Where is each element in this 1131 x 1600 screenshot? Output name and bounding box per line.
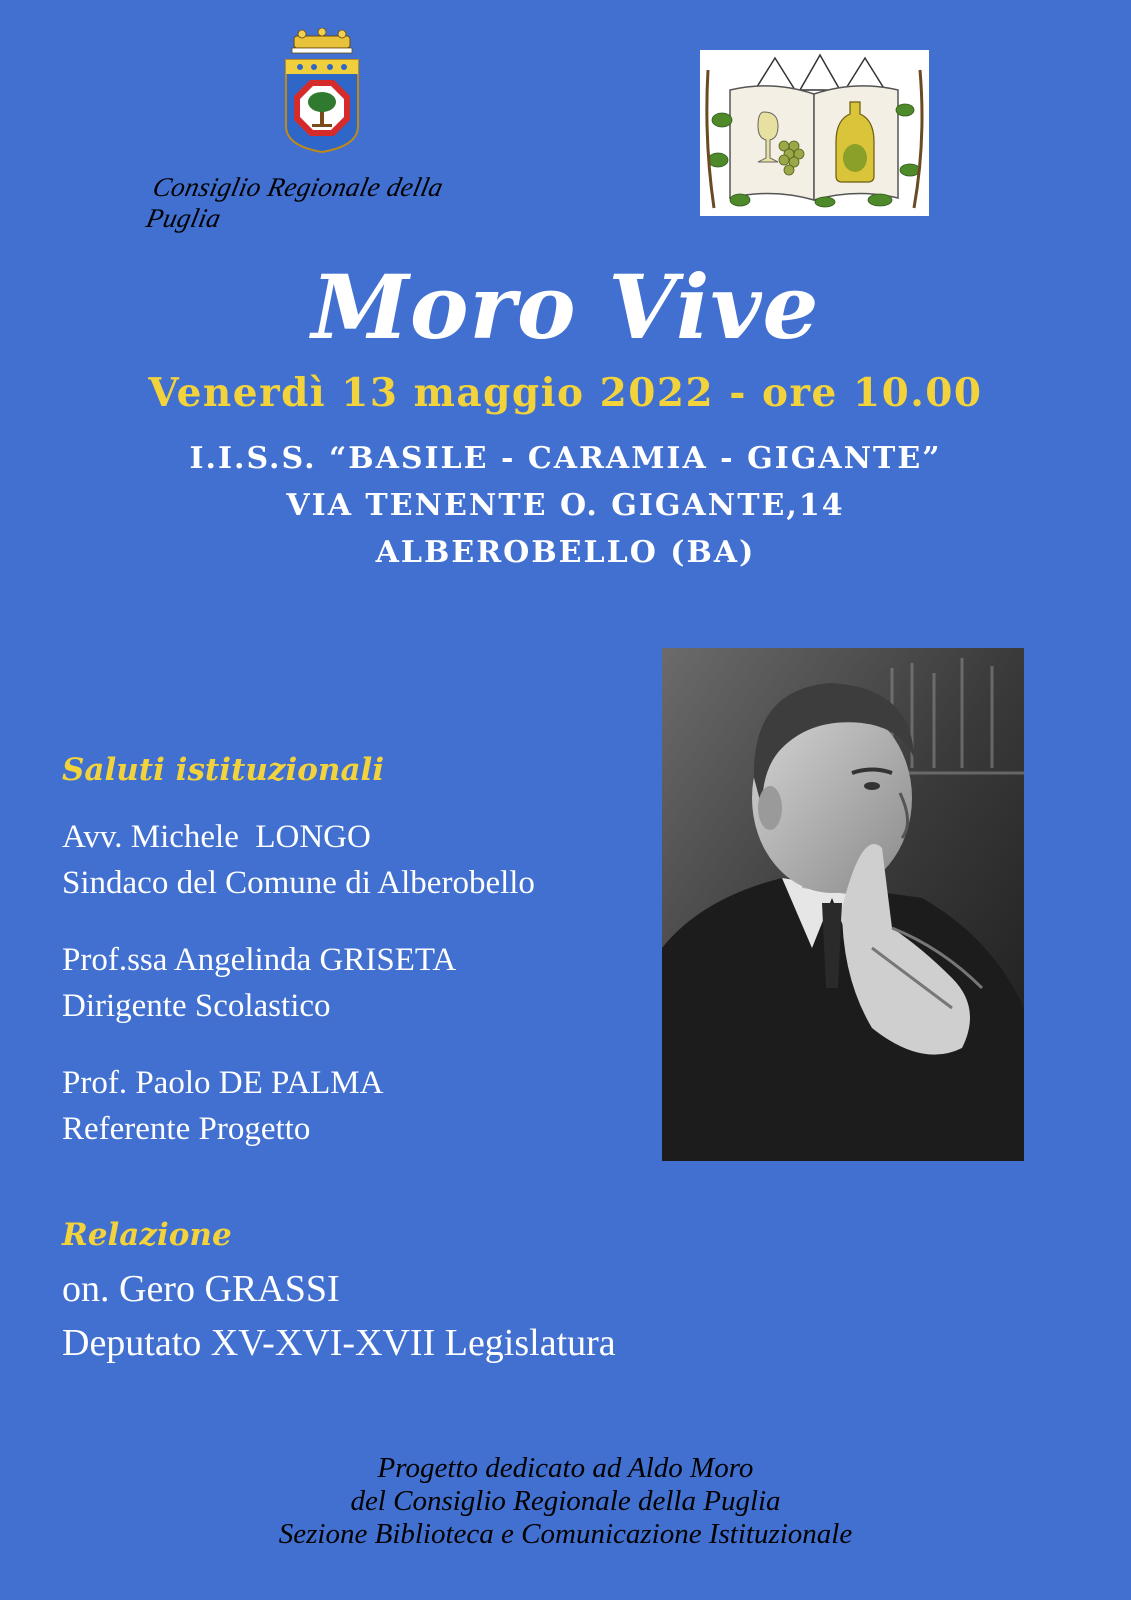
speaker-block: [62, 1060, 383, 1152]
speaker-block: [62, 937, 456, 1029]
speaker-name: Prof.ssa Angelinda GRISETA: [62, 942, 457, 978]
speaker-role: Dirigente Scolastico: [62, 988, 331, 1024]
speaker-role: Referente Progetto: [62, 1111, 311, 1147]
council-name: Consiglio Regionale della Puglia: [143, 172, 447, 233]
venue-city: ALBEROBELLO (BA): [375, 535, 756, 570]
footer: [0, 1452, 1131, 1551]
relazione-speaker: [62, 1262, 616, 1370]
speaker-block: [62, 814, 535, 906]
relazione-heading: Relazione: [62, 1217, 232, 1253]
speaker-name: Prof. Paolo DE PALMA: [62, 1065, 384, 1101]
speaker-name: Avv. Michele LONGO: [62, 819, 371, 855]
event-datetime: Venerdì 13 maggio 2022 - ore 10.00: [148, 370, 983, 416]
footer-line: del Consiglio Regionale della Puglia: [350, 1485, 781, 1517]
venue-address: VIA TENENTE O. GIGANTE,14: [286, 488, 845, 523]
footer-line: Progetto dedicato ad Aldo Moro: [377, 1452, 754, 1484]
regione-puglia-crest-icon: [282, 28, 362, 154]
saluti-heading: Saluti istituzionali: [62, 752, 385, 788]
venue-school: I.I.S.S. “BASILE - CARAMIA - GIGANTE”: [189, 441, 942, 476]
relazione-role: Deputato XV-XVI-XVII Legislatura: [62, 1322, 616, 1364]
footer-line: Sezione Biblioteca e Comunicazione Istituzionale: [278, 1518, 853, 1550]
relazione-name: on. Gero GRASSI: [62, 1268, 340, 1310]
aldo-moro-portrait: [662, 648, 1024, 1161]
speaker-role: Sindaco del Comune di Alberobello: [62, 865, 535, 901]
biblioteca-book-logo-icon: [700, 50, 929, 216]
event-title: Moro Vive: [311, 255, 820, 359]
